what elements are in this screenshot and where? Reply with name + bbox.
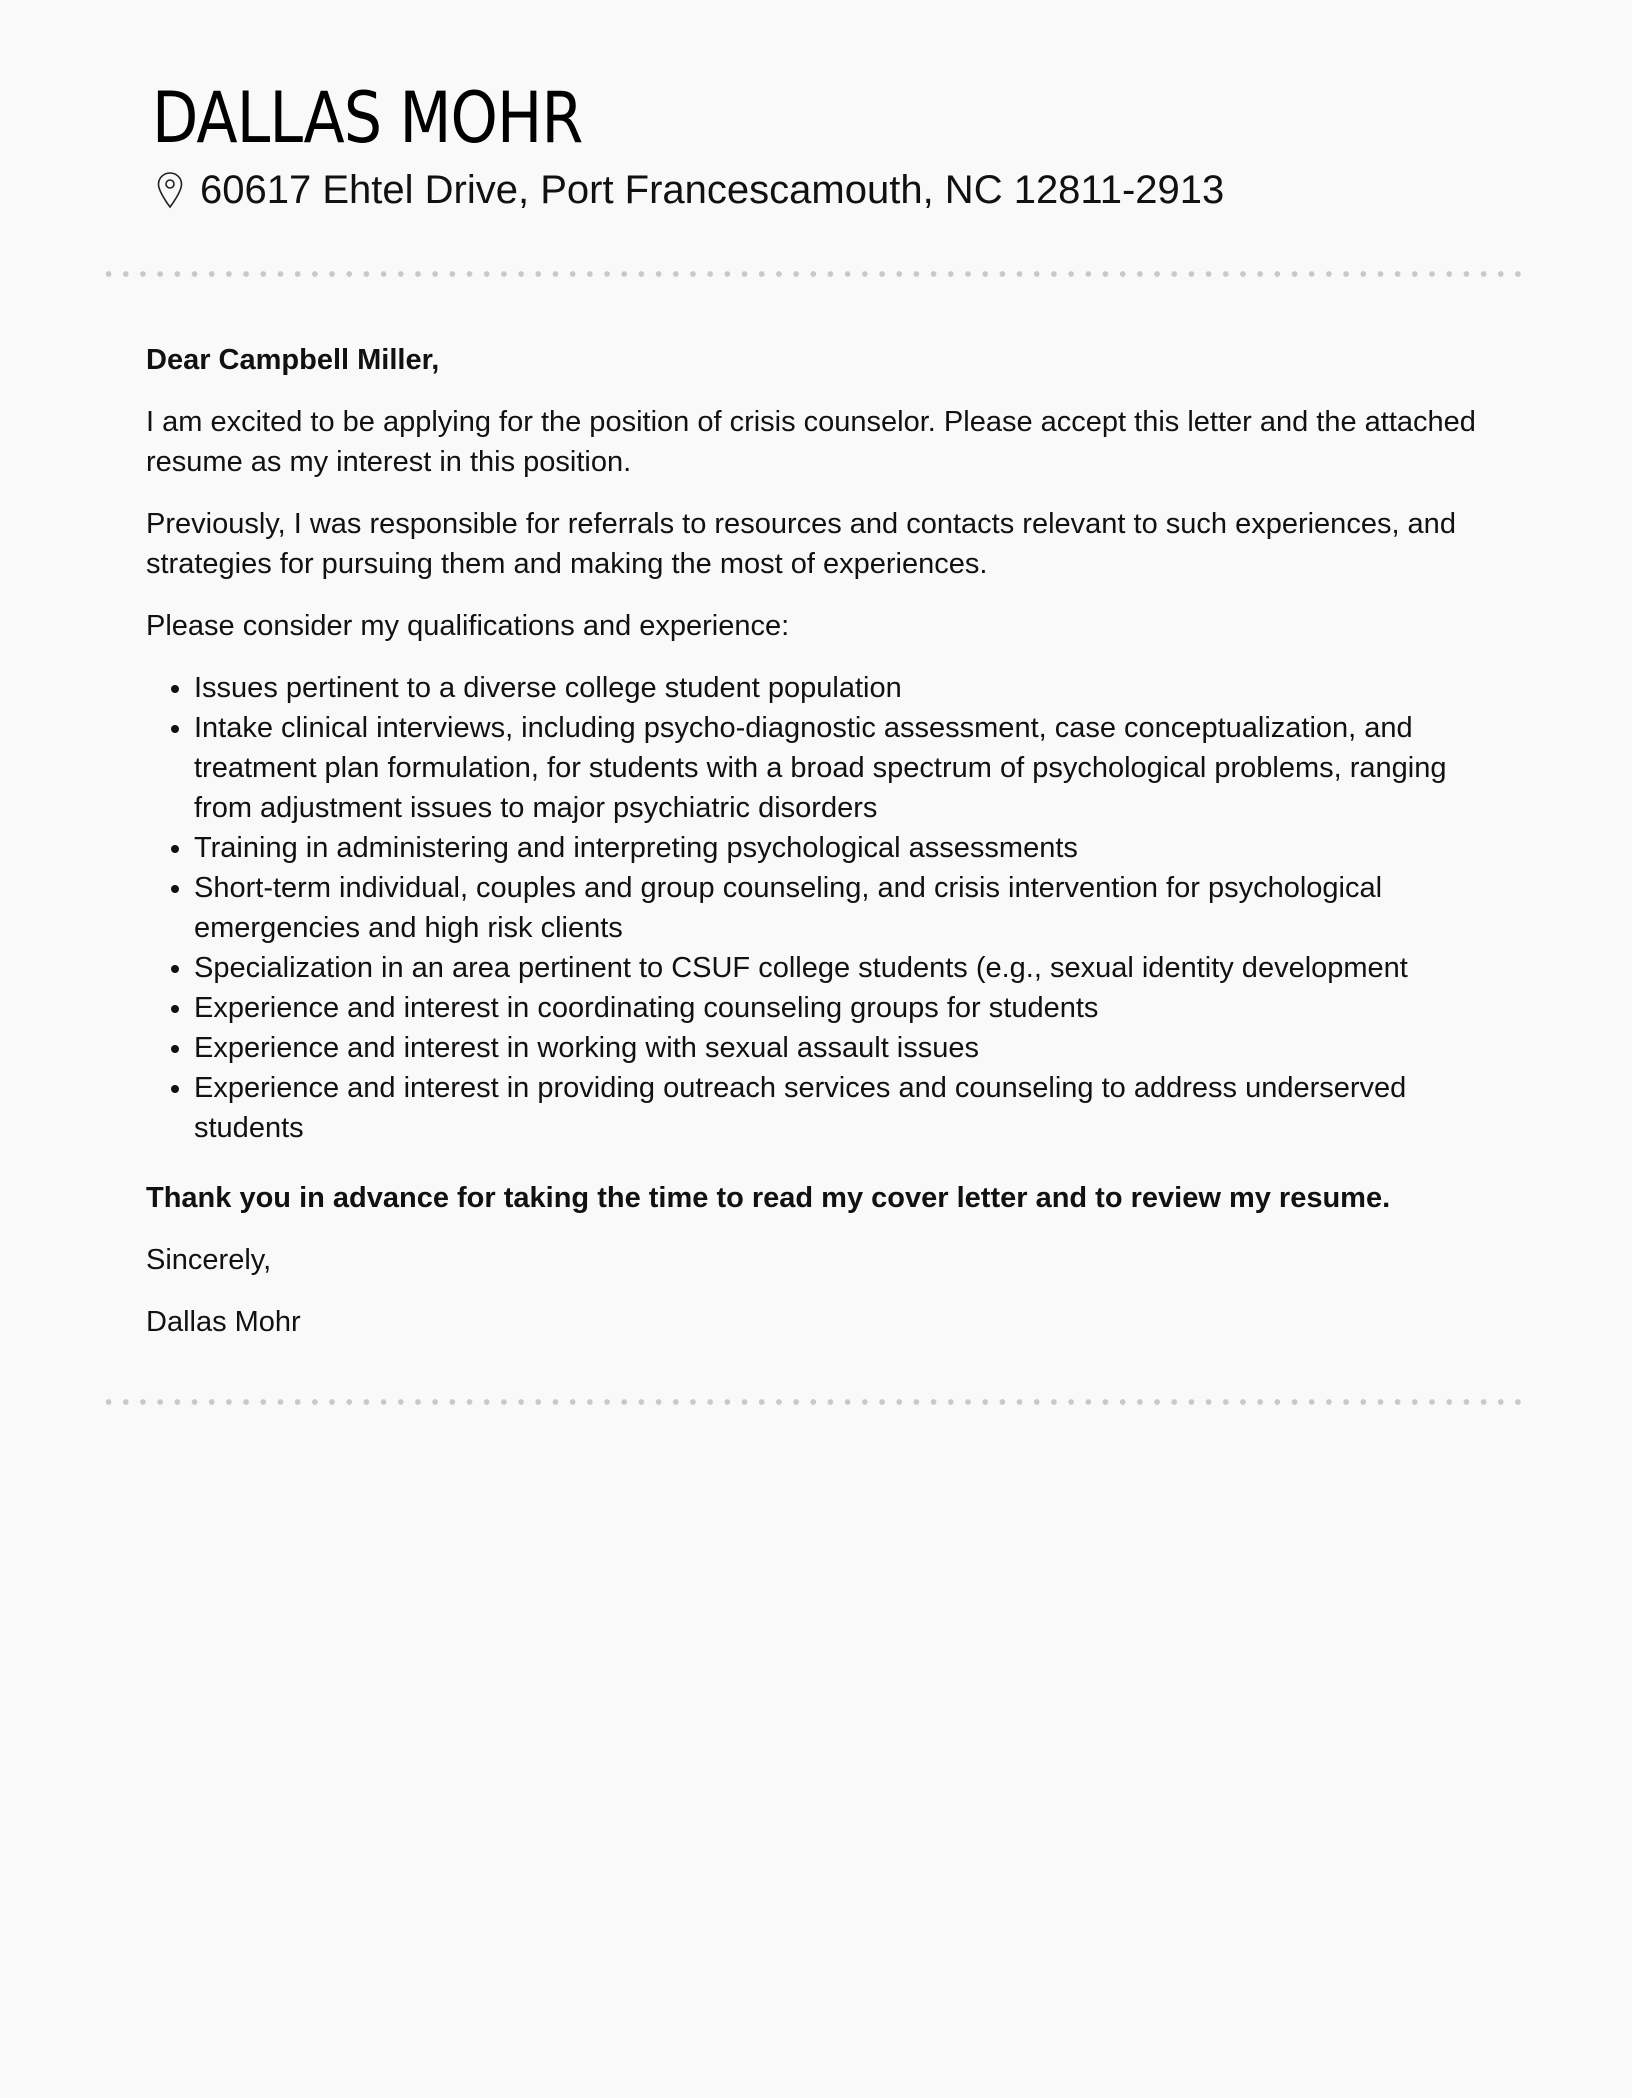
divider-bottom (100, 1399, 1532, 1405)
closing-statement: Thank you in advance for taking the time to read my cover letter and to review my resume. (146, 1182, 1391, 1214)
divider-top (100, 271, 1532, 277)
paragraph: Please consider my qualifications and experience: (146, 610, 790, 642)
list-item: • Experience and interest in working with sexual assault issues (194, 1028, 1506, 1068)
list-item: • Specialization in an area pertinent to CSUF college students (e.g., sexual identity development (194, 948, 1506, 988)
address-text: 60617 Ehtel Drive, Port Francescamouth, NC 12811-2913 (200, 168, 1225, 212)
list-item: • Experience and interest in providing outreach services and counseling to address underserved students (194, 1068, 1506, 1148)
list-item: • Intake clinical interviews, including psycho-diagnostic assessment, case conceptualization, and treatment plan formulation, for students with a broad spectrum of psychological problems, ranging from adjustment issues to major psychiatric disorders (194, 708, 1506, 828)
paragraph: I am excited to be applying for the position of crisis counselor. Please accept this letter and the attached resume as my interest in this position. (146, 406, 1476, 478)
paragraph: Previously, I was responsible for referrals to resources and contacts relevant to such experiences, and strategies for pursuing them and making the most of experiences. (146, 508, 1456, 580)
map-pin-icon (156, 171, 184, 209)
address-line (156, 166, 1224, 214)
qualifications-list (146, 668, 1506, 1148)
list-item: • Short-term individual, couples and group counseling, and crisis intervention for psychological emergencies and high risk clients (194, 868, 1506, 948)
letter-body (146, 340, 1506, 1364)
applicant-name: DALLAS MOHR (152, 77, 583, 159)
list-item: • Training in administering and interpreting psychological assessments (194, 828, 1506, 868)
list-item: • Issues pertinent to a diverse college student population (194, 668, 1506, 708)
sign-off: Sincerely, (146, 1244, 272, 1276)
list-item: • Experience and interest in coordinating counseling groups for students (194, 988, 1506, 1028)
greeting: Dear Campbell Miller, (146, 344, 440, 376)
signature: Dallas Mohr (146, 1306, 301, 1338)
